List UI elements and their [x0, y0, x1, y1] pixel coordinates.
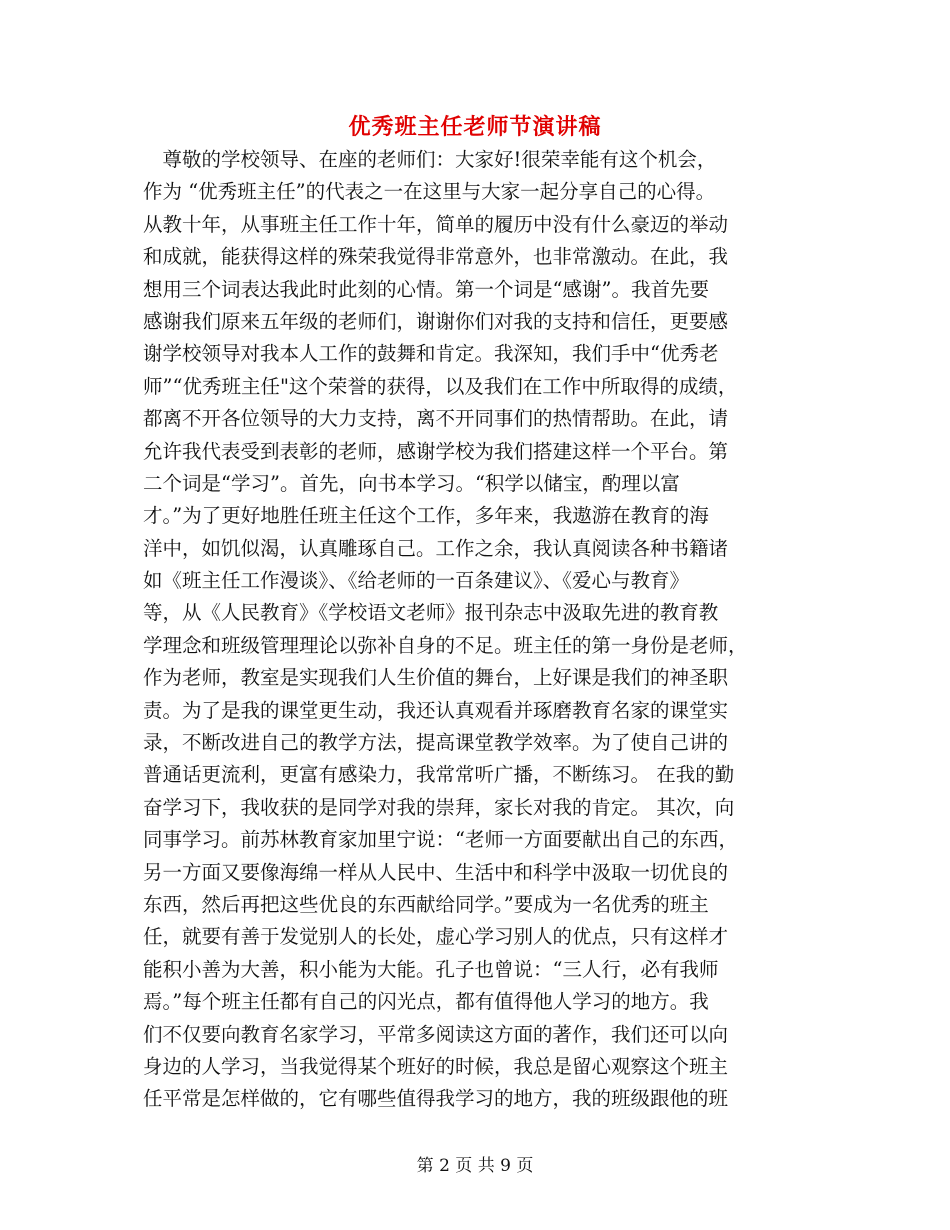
text-line: 任平常是怎样做的，它有哪些值得我学习的地方，我的班级跟他的班 — [143, 1087, 729, 1111]
text-line: 作为老师，教室是实现我们人生价值的舞台，上好课是我们的神圣职 — [143, 666, 729, 690]
text-line: 奋学习下，我收获的是同学对我的崇拜，家长对我的肯定。 其次，向 — [143, 795, 735, 819]
text-line: 任，就要有善于发觉别人的长处，虚心学习别人的优点，只有这样才 — [143, 925, 729, 949]
text-line: 才。”为了更好地胜任班主任这个工作，多年来，我遨游在教育的海 — [143, 504, 709, 528]
text-line: 能积小善为大善，积小能为大能。孔子也曾说：“三人行，必有我师 — [143, 957, 719, 981]
text-line: 感谢我们原来五年级的老师们，谢谢你们对我的支持和信任，更要感 — [143, 309, 729, 333]
text-line: 作为 “优秀班主任”的代表之一在这里与大家一起分享自己的心得。 — [143, 180, 716, 204]
text-line: 们不仅要向教育名家学习，平常多阅读这方面的著作，我们还可以向 — [143, 1022, 729, 1046]
page-number: 第 2 页 共 9 页 — [416, 1156, 534, 1176]
text-line: 师”“优秀班主任"这个荣誉的获得，以及我们在工作中所取得的成绩， — [143, 374, 738, 398]
text-line: 洋中，如饥似渴，认真雕琢自己。工作之余，我认真阅读各种书籍诸 — [143, 536, 729, 560]
text-line: 录，不断改进自己的教学方法，提高课堂教学效率。为了使自己讲的 — [143, 731, 729, 755]
text-line: 二个词是“学习”。首先，向书本学习。“积学以储宝，酌理以富 — [143, 471, 680, 495]
text-line: 学理念和班级管理理论以弥补自身的不足。班主任的第一身份是老师， — [143, 633, 748, 657]
text-line: 从教十年，从事班主任工作十年，简单的履历中没有什么豪迈的举动 — [143, 212, 729, 236]
text-line: 和成就，能获得这样的殊荣我觉得非常意外，也非常激动。在此，我 — [143, 245, 729, 269]
text-line: 想用三个词表达我此时此刻的心情。第一个词是“感谢”。我首先要 — [143, 277, 709, 301]
text-line: 焉。”每个班主任都有自己的闪光点，都有值得他人学习的地方。我 — [143, 990, 709, 1014]
text-line: 责。为了是我的课堂更生动，我还认真观看并琢磨教育名家的课堂实 — [143, 698, 729, 722]
text-line: 同事学习。前苏林教育家加里宁说：“老师一方面要献出自己的东西， — [143, 828, 738, 852]
text-line: 身边的人学习，当我觉得某个班好的时候，我总是留心观察这个班主 — [143, 1054, 729, 1078]
text-line: 都离不开各位领导的大力支持，离不开同事们的热情帮助。在此，请 — [143, 407, 729, 431]
text-line: 等，从《人民教育》《学校语文老师》报刊杂志中汲取先进的教育教 — [143, 601, 719, 625]
document-body — [143, 144, 823, 1116]
text-line: 尊敬的学校领导、在座的老师们：大家好!很荣幸能有这个机会， — [143, 148, 717, 171]
document-title: 优秀班主任老师节演讲稿 — [348, 114, 602, 140]
text-line: 允许我代表受到表彰的老师，感谢学校为我们搭建这样一个平台。第 — [143, 439, 729, 463]
text-line: 东西，然后再把这些优良的东西献给同学。”要成为一名优秀的班主 — [143, 892, 709, 916]
text-line: 谢学校领导对我本人工作的鼓舞和肯定。我深知，我们手中“优秀老 — [143, 342, 719, 366]
text-line: 另一方面又要像海绵一样从人民中、生活中和科学中汲取一切优良的 — [143, 860, 729, 884]
text-line: 普通话更流利，更富有感染力，我常常听广播，不断练习。 在我的勤 — [143, 763, 735, 787]
text-line: 如《班主任工作漫谈》、《给老师的一百条建议》、《爱心与教育》 — [143, 569, 690, 593]
